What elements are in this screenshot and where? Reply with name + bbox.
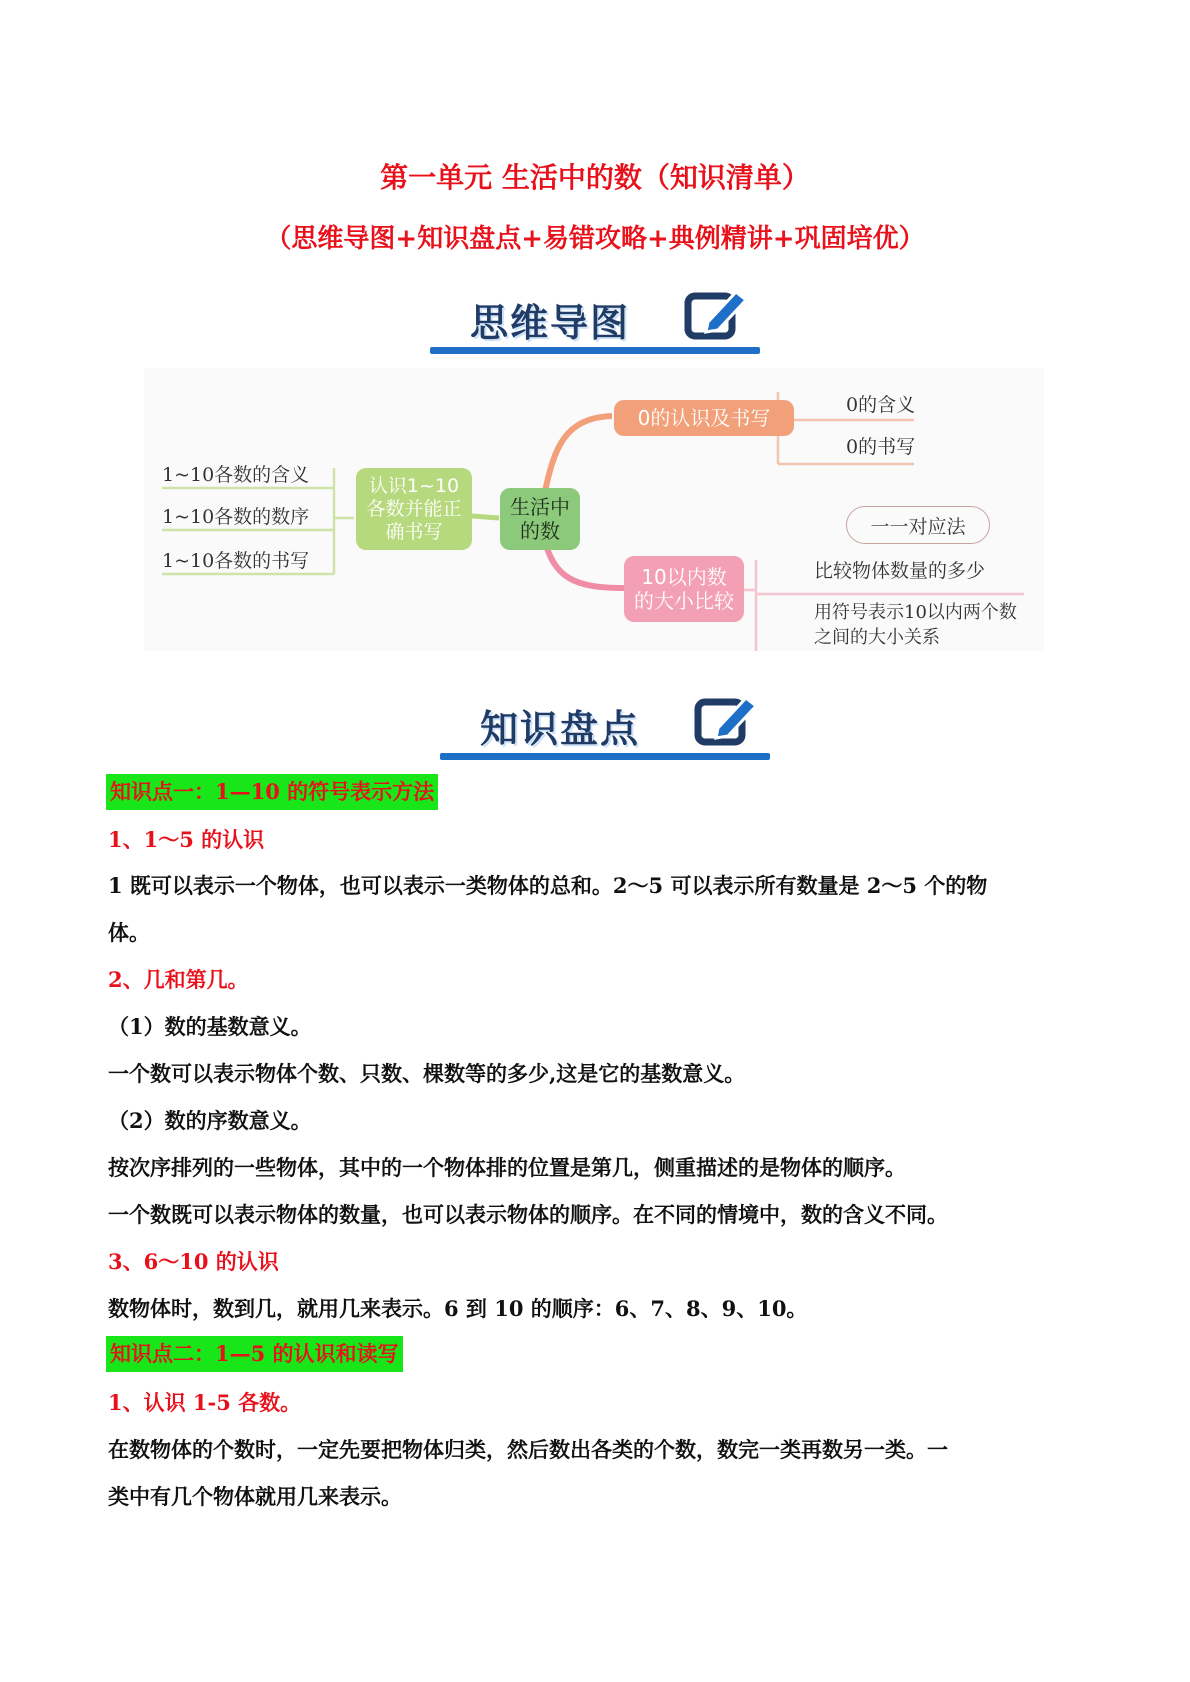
bottom-right-leaf-1: 比较物体数量的多少 (814, 560, 986, 582)
bottom-right-node: 10以内数的大小比较 (624, 556, 744, 622)
subheading-2: （2）数的序数意义。 (108, 1108, 312, 1133)
mindmap-banner-title: 思维导图 (470, 301, 631, 345)
paragraph-1: 1 既可以表示一个物体，也可以表示一类物体的总和。2～5 可以表示所有数量是 2～5 个的物 (108, 873, 988, 898)
knowledge-banner (440, 690, 770, 760)
mind-map (144, 368, 1044, 651)
section-1-heading: 1、1～5 的认识 (108, 827, 265, 852)
page-subtitle: （思维导图+知识盘点+易错攻略+典例精讲+巩固培优） (265, 224, 925, 254)
paragraph-2: 一个数可以表示物体个数、只数、棵数等的多少,这是它的基数意义。 (108, 1061, 746, 1086)
mindmap-banner-underline (430, 347, 760, 354)
paragraph-3: 按次序排列的一些物体，其中的一个物体排的位置是第几，侧重描述的是物体的顺序。 (108, 1155, 906, 1180)
paragraph-6: 在数物体的个数时，一定先要把物体归类，然后数出各类的个数，数完一类再数另一类。一 (108, 1437, 948, 1462)
mindmap-banner (430, 284, 760, 354)
paragraph-1-cont: 体。 (108, 920, 150, 945)
knowledge-point-1-heading: 知识点一：1—10 的符号表示方法 (106, 774, 438, 810)
left-node: 认识1~10各数并能正确书写 (356, 468, 472, 550)
top-right-leaf-1: 0的含义 (846, 394, 916, 416)
knowledge-point-2-heading: 知识点二：1—5 的认识和读写 (106, 1336, 403, 1372)
paragraph-5: 数物体时，数到几，就用几来表示。6 到 10 的顺序：6、7、8、9、10。 (108, 1296, 808, 1321)
section-4-heading: 1、认识 1-5 各数。 (108, 1390, 302, 1415)
knowledge-banner-underline (440, 753, 770, 760)
paragraph-6-cont: 类中有几个物体就用几来表示。 (108, 1484, 402, 1509)
top-right-node: 0的认识及书写 (614, 400, 794, 436)
edit-icon (682, 284, 752, 346)
edit-icon (692, 690, 762, 752)
bottom-right-leaf-2: 用符号表示10以内两个数之间的大小关系 (814, 602, 1017, 648)
knowledge-banner-title: 知识盘点 (480, 707, 641, 751)
left-leaf-1: 1~10各数的含义 (162, 464, 310, 486)
page-title: 第一单元 生活中的数（知识清单） (380, 161, 810, 194)
left-leaf-2: 1~10各数的数序 (162, 506, 310, 528)
section-2-heading: 2、几和第几。 (108, 967, 249, 992)
left-leaf-3: 1~10各数的书写 (162, 550, 310, 572)
bottom-right-pill: 一一对应法 (846, 506, 990, 544)
subheading-1: （1）数的基数意义。 (108, 1014, 312, 1039)
paragraph-4: 一个数既可以表示物体的数量，也可以表示物体的顺序。在不同的情境中，数的含义不同。 (108, 1202, 948, 1227)
top-right-leaf-2: 0的书写 (846, 436, 916, 458)
section-3-heading: 3、6～10 的认识 (108, 1249, 279, 1274)
center-node: 生活中的数 (500, 488, 580, 550)
